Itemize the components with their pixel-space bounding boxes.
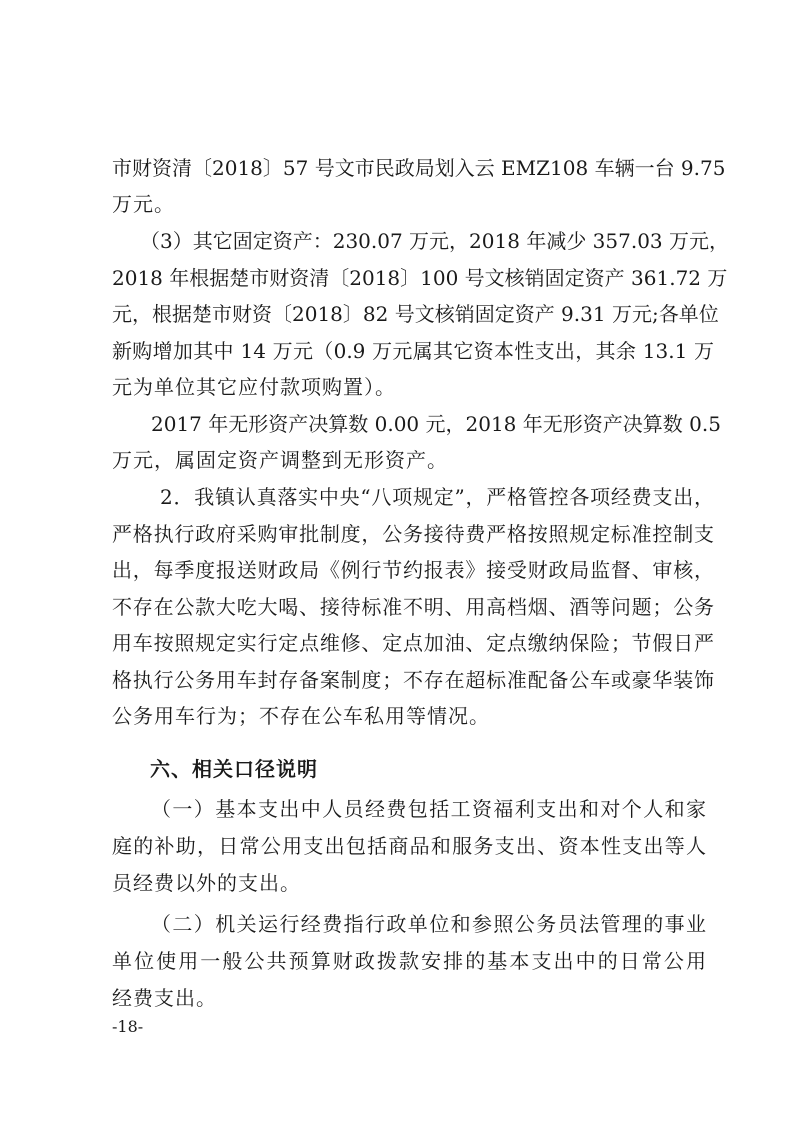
text-line: 庭的补助，日常公用支出包括商品和服务支出、资本性支出等人 xyxy=(112,834,706,858)
text-line: 新购增加其中 14 万元（0.9 万元属其它资本性支出，其余 13.1 万 xyxy=(112,339,714,363)
text-line: 单位使用一般公共预算财政拨款安排的基本支出中的日常公用 xyxy=(112,949,706,973)
text-line: 经费支出。 xyxy=(112,986,217,1010)
text-line: 出，每季度报送财政局《例行节约报表》接受财政局监督、审核， xyxy=(112,558,714,582)
text-line: （一）基本支出中人员经费包括工资福利支出和对个人和家 xyxy=(151,797,706,821)
page-number: -18- xyxy=(112,1017,144,1036)
text-line: 公务用车行为；不存在公车私用等情况。 xyxy=(112,704,490,728)
text-line: （3）其它固定资产：230.07 万元，2018 年减少 357.03 万元， xyxy=(140,229,730,253)
text-line: 万元，属固定资产调整到无形资产。 xyxy=(112,448,448,472)
text-line: 2018 年根据楚市财资清〔2018〕100 号文核销固定资产 361.72 万 xyxy=(112,266,728,290)
text-line: 2．我镇认真落实中央“八项规定”，严格管控各项经费支出， xyxy=(160,485,714,509)
text-line: 员经费以外的支出。 xyxy=(112,871,301,895)
text-line: 元为单位其它应付款项购置）。 xyxy=(112,375,396,399)
text-line: 万元。 xyxy=(112,192,175,216)
text-line: 市财资清〔2018〕57 号文市民政局划入云 EMZ108 车辆一台 9.75 xyxy=(112,156,726,180)
text-line: 严格执行政府采购审批制度，公务接待费严格按照规定标准控制支 xyxy=(112,522,714,546)
text-line: 不存在公款大吃大喝、接待标准不明、用高档烟、酒等问题；公务 xyxy=(112,595,714,619)
text-line: 元，根据楚市财资〔2018〕82 号文核销固定资产 9.31 万元;各单位 xyxy=(112,302,719,326)
text-line: 用车按照规定实行定点维修、定点加油、定点缴纳保险；节假日严 xyxy=(112,631,714,655)
text-line: 2017 年无形资产决算数 0.00 元，2018 年无形资产决算数 0.5 xyxy=(151,412,721,436)
text-line: 格执行公务用车封存备案制度；不存在超标准配备公车或豪华装饰 xyxy=(112,668,714,692)
section-heading: 六、相关口径说明 xyxy=(150,757,318,781)
text-line: （二）机关运行经费指行政单位和参照公务员法管理的事业 xyxy=(151,912,706,936)
